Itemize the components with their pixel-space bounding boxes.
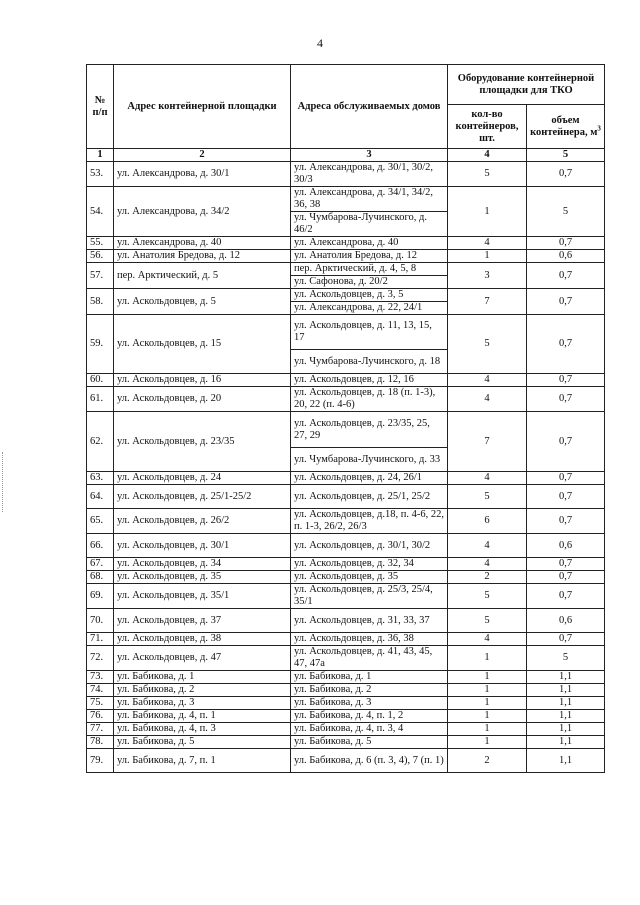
row-number: 70. — [87, 609, 114, 633]
column-number: 3 — [291, 149, 448, 162]
table-body — [87, 162, 605, 773]
container-count: 4 — [448, 237, 527, 250]
served-houses: ул. Аскольдовцев, д. 41, 43, 45, 47, 47а — [291, 646, 448, 671]
table-row — [87, 485, 605, 509]
table-row — [87, 374, 605, 387]
row-number: 73. — [87, 671, 114, 684]
served-houses: ул. Александрова, д. 40 — [291, 237, 448, 250]
container-volume: 1,1 — [527, 736, 605, 749]
served-houses: ул. Аскольдовцев, д. 25/1, 25/2 — [291, 485, 448, 509]
table-row — [87, 250, 605, 263]
table-row — [87, 289, 605, 302]
header-num: № п/п — [87, 65, 114, 149]
container-count: 1 — [448, 710, 527, 723]
container-count: 1 — [448, 250, 527, 263]
row-number: 56. — [87, 250, 114, 263]
site-address: ул. Бабикова, д. 2 — [114, 684, 291, 697]
container-count: 1 — [448, 646, 527, 671]
margin-mark — [2, 452, 9, 512]
container-volume: 0,7 — [527, 387, 605, 412]
row-number: 79. — [87, 749, 114, 773]
container-count: 5 — [448, 485, 527, 509]
served-houses: ул. Чумбарова-Лучинского, д. 46/2 — [291, 212, 448, 237]
served-houses: ул. Чумбарова-Лучинского, д. 33 — [291, 448, 448, 472]
container-volume: 1,1 — [527, 710, 605, 723]
site-address: ул. Бабикова, д. 4, п. 1 — [114, 710, 291, 723]
table-row — [87, 534, 605, 558]
served-houses: ул. Бабикова, д. 5 — [291, 736, 448, 749]
site-address: ул. Александрова, д. 34/2 — [114, 187, 291, 237]
container-volume: 0,7 — [527, 263, 605, 289]
table-row — [87, 723, 605, 736]
served-houses: ул. Аскольдовцев, д. 30/1, 30/2 — [291, 534, 448, 558]
column-number: 5 — [527, 149, 605, 162]
container-count: 1 — [448, 671, 527, 684]
table-row — [87, 412, 605, 448]
container-volume: 1,1 — [527, 684, 605, 697]
site-address: ул. Аскольдовцев, д. 20 — [114, 387, 291, 412]
table-row — [87, 558, 605, 571]
container-volume: 0,7 — [527, 289, 605, 315]
container-count: 1 — [448, 723, 527, 736]
served-houses: ул. Аскольдовцев, д. 25/3, 25/4, 35/1 — [291, 584, 448, 609]
site-address: ул. Аскольдовцев, д. 16 — [114, 374, 291, 387]
served-houses: ул. Аскольдовцев, д. 18 (п. 1-3), 20, 22 (п. 4-6) — [291, 387, 448, 412]
row-number: 62. — [87, 412, 114, 472]
row-number: 63. — [87, 472, 114, 485]
table-row — [87, 633, 605, 646]
row-number: 77. — [87, 723, 114, 736]
container-count: 2 — [448, 749, 527, 773]
served-houses: ул. Чумбарова-Лучинского, д. 18 — [291, 350, 448, 374]
site-address: ул. Анатолия Бредова, д. 12 — [114, 250, 291, 263]
served-houses: пер. Арктический, д. 4, 5, 8 — [291, 263, 448, 276]
table-row — [87, 509, 605, 534]
header-container-count: кол-во контейнеров, шт. — [448, 105, 527, 149]
container-volume: 0,7 — [527, 162, 605, 187]
container-count: 4 — [448, 387, 527, 412]
served-houses: ул. Бабикова, д. 4, п. 1, 2 — [291, 710, 448, 723]
container-count: 2 — [448, 571, 527, 584]
row-number: 57. — [87, 263, 114, 289]
served-houses: ул. Аскольдовцев, д. 23/35, 25, 27, 29 — [291, 412, 448, 448]
container-volume: 0,7 — [527, 584, 605, 609]
container-volume: 0,7 — [527, 315, 605, 374]
container-volume: 0,6 — [527, 609, 605, 633]
site-address: ул. Аскольдовцев, д. 35/1 — [114, 584, 291, 609]
site-address: ул. Бабикова, д. 5 — [114, 736, 291, 749]
table-row — [87, 387, 605, 412]
container-count: 6 — [448, 509, 527, 534]
site-address: ул. Бабикова, д. 1 — [114, 671, 291, 684]
table-row — [87, 315, 605, 350]
row-number: 64. — [87, 485, 114, 509]
header-container-volume — [527, 105, 605, 149]
container-volume: 0,7 — [527, 571, 605, 584]
served-houses: ул. Бабикова, д. 1 — [291, 671, 448, 684]
header-served-houses: Адреса обслуживаемых домов — [291, 65, 448, 149]
container-volume: 1,1 — [527, 671, 605, 684]
row-number: 66. — [87, 534, 114, 558]
container-volume: 5 — [527, 187, 605, 237]
site-address: ул. Аскольдовцев, д. 37 — [114, 609, 291, 633]
site-address: ул. Аскольдовцев, д. 34 — [114, 558, 291, 571]
row-number: 68. — [87, 571, 114, 584]
row-number: 59. — [87, 315, 114, 374]
served-houses: ул. Аскольдовцев, д.18, п. 4-6, 22, п. 1-3, 26/2, 26/3 — [291, 509, 448, 534]
container-count: 1 — [448, 684, 527, 697]
container-count: 5 — [448, 609, 527, 633]
container-volume: 0,7 — [527, 509, 605, 534]
container-count: 4 — [448, 534, 527, 558]
container-count: 7 — [448, 289, 527, 315]
row-number: 75. — [87, 697, 114, 710]
served-houses: ул. Бабикова, д. 3 — [291, 697, 448, 710]
site-address: ул. Аскольдовцев, д. 25/1-25/2 — [114, 485, 291, 509]
container-count: 4 — [448, 633, 527, 646]
container-volume: 0,7 — [527, 485, 605, 509]
container-volume: 0,7 — [527, 374, 605, 387]
column-numbers-row — [87, 149, 605, 162]
served-houses: ул. Бабикова, д. 4, п. 3, 4 — [291, 723, 448, 736]
served-houses: ул. Аскольдовцев, д. 11, 13, 15, 17 — [291, 315, 448, 350]
column-number: 2 — [114, 149, 291, 162]
table-row — [87, 697, 605, 710]
container-volume: 5 — [527, 646, 605, 671]
served-houses: ул. Аскольдовцев, д. 31, 33, 37 — [291, 609, 448, 633]
table-row — [87, 571, 605, 584]
site-address: ул. Аскольдовцев, д. 47 — [114, 646, 291, 671]
row-number: 53. — [87, 162, 114, 187]
table-header — [87, 65, 605, 162]
row-number: 69. — [87, 584, 114, 609]
served-houses: ул. Бабикова, д. 2 — [291, 684, 448, 697]
row-number: 58. — [87, 289, 114, 315]
served-houses: ул. Аскольдовцев, д. 36, 38 — [291, 633, 448, 646]
table-row — [87, 710, 605, 723]
container-count: 5 — [448, 162, 527, 187]
container-count: 4 — [448, 472, 527, 485]
site-address: ул. Аскольдовцев, д. 38 — [114, 633, 291, 646]
row-number: 74. — [87, 684, 114, 697]
row-number: 65. — [87, 509, 114, 534]
table-row — [87, 472, 605, 485]
site-address: ул. Бабикова, д. 4, п. 3 — [114, 723, 291, 736]
container-volume: 1,1 — [527, 697, 605, 710]
container-count: 4 — [448, 558, 527, 571]
table-row — [87, 684, 605, 697]
row-number: 76. — [87, 710, 114, 723]
table-row — [87, 736, 605, 749]
site-address: пер. Арктический, д. 5 — [114, 263, 291, 289]
header-container-volume-label: объем контейнера, м — [530, 114, 598, 138]
served-houses: ул. Александрова, д. 30/1, 30/2, 30/3 — [291, 162, 448, 187]
column-number: 4 — [448, 149, 527, 162]
row-number: 60. — [87, 374, 114, 387]
container-volume: 0,7 — [527, 412, 605, 472]
container-volume: 0,6 — [527, 534, 605, 558]
row-number: 72. — [87, 646, 114, 671]
container-count: 5 — [448, 584, 527, 609]
container-count: 5 — [448, 315, 527, 374]
row-number: 55. — [87, 237, 114, 250]
table-row — [87, 749, 605, 773]
container-volume: 0,7 — [527, 633, 605, 646]
row-number: 61. — [87, 387, 114, 412]
container-volume: 0,7 — [527, 472, 605, 485]
site-address: ул. Бабикова, д. 7, п. 1 — [114, 749, 291, 773]
row-number: 71. — [87, 633, 114, 646]
container-volume: 0,7 — [527, 237, 605, 250]
table-row — [87, 671, 605, 684]
site-address: ул. Аскольдовцев, д. 15 — [114, 315, 291, 374]
served-houses: ул. Александрова, д. 22, 24/1 — [291, 302, 448, 315]
served-houses: ул. Сафонова, д. 20/2 — [291, 276, 448, 289]
table-row — [87, 237, 605, 250]
served-houses: ул. Аскольдовцев, д. 35 — [291, 571, 448, 584]
site-address: ул. Аскольдовцев, д. 26/2 — [114, 509, 291, 534]
container-volume: 0,7 — [527, 558, 605, 571]
served-houses: ул. Бабикова, д. 6 (п. 3, 4), 7 (п. 1) — [291, 749, 448, 773]
site-address: ул. Аскольдовцев, д. 23/35 — [114, 412, 291, 472]
row-number: 54. — [87, 187, 114, 237]
table-row — [87, 609, 605, 633]
row-number: 67. — [87, 558, 114, 571]
site-address: ул. Александрова, д. 30/1 — [114, 162, 291, 187]
container-count: 1 — [448, 187, 527, 237]
site-address: ул. Бабикова, д. 3 — [114, 697, 291, 710]
table-row — [87, 263, 605, 276]
column-number: 1 — [87, 149, 114, 162]
site-address: ул. Александрова, д. 40 — [114, 237, 291, 250]
container-count: 1 — [448, 736, 527, 749]
header-container-volume-sup: 3 — [597, 124, 601, 132]
container-count: 1 — [448, 697, 527, 710]
container-volume: 1,1 — [527, 723, 605, 736]
served-houses: ул. Анатолия Бредова, д. 12 — [291, 250, 448, 263]
table-row — [87, 162, 605, 187]
served-houses: ул. Аскольдовцев, д. 32, 34 — [291, 558, 448, 571]
page-number: 4 — [317, 36, 323, 50]
served-houses: ул. Александрова, д. 34/1, 34/2, 36, 38 — [291, 187, 448, 212]
site-address: ул. Аскольдовцев, д. 24 — [114, 472, 291, 485]
table-row — [87, 646, 605, 671]
served-houses: ул. Аскольдовцев, д. 12, 16 — [291, 374, 448, 387]
served-houses: ул. Аскольдовцев, д. 3, 5 — [291, 289, 448, 302]
served-houses: ул. Аскольдовцев, д. 24, 26/1 — [291, 472, 448, 485]
container-count: 3 — [448, 263, 527, 289]
container-count: 4 — [448, 374, 527, 387]
row-number: 78. — [87, 736, 114, 749]
header-equipment: Оборудование контейнерной площадки для ТКО — [448, 65, 605, 105]
container-volume: 1,1 — [527, 749, 605, 773]
container-volume: 0,6 — [527, 250, 605, 263]
table-row — [87, 584, 605, 609]
site-address: ул. Аскольдовцев, д. 35 — [114, 571, 291, 584]
site-address: ул. Аскольдовцев, д. 5 — [114, 289, 291, 315]
container-count: 7 — [448, 412, 527, 472]
header-site-address: Адрес контейнерной площадки — [114, 65, 291, 149]
table-row — [87, 187, 605, 212]
site-address: ул. Аскольдовцев, д. 30/1 — [114, 534, 291, 558]
container-sites-table — [86, 64, 605, 773]
